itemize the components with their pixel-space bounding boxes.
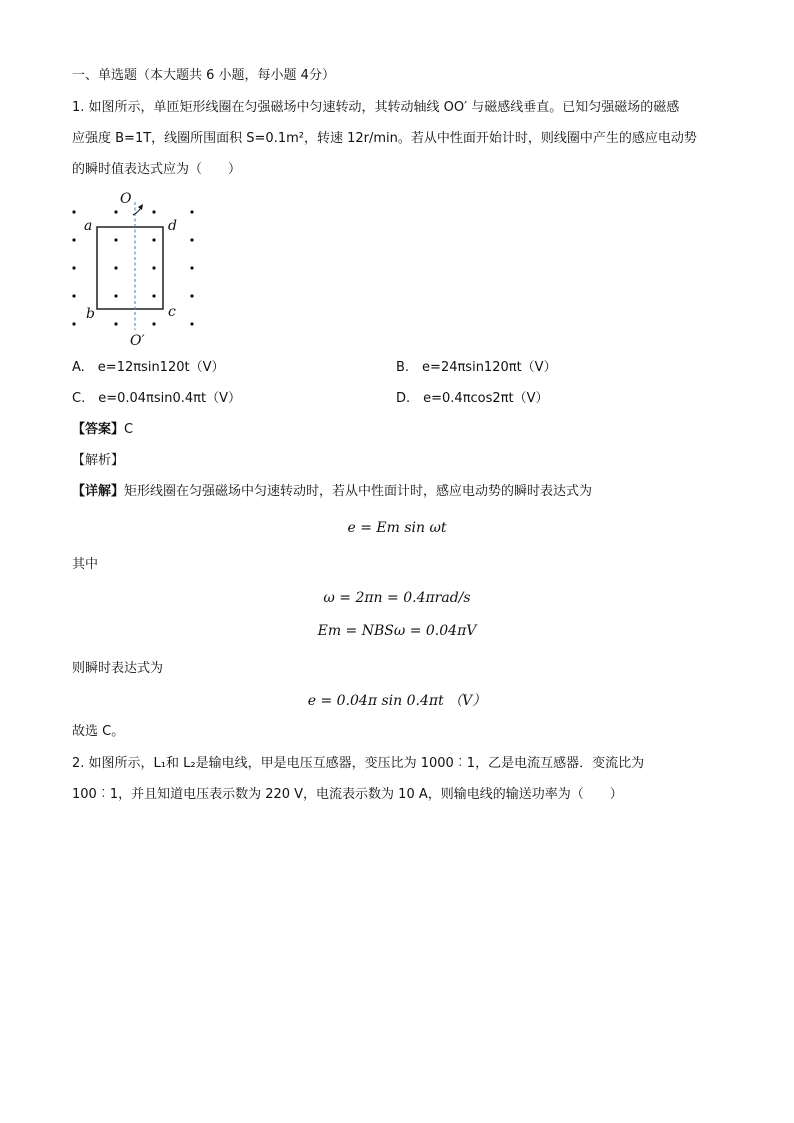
- q2-stem-line1: 2. 如图所示，L₁和 L₂是输电线，甲是电压互感器，变压比为 1000︰1，乙是电流互感器．变流比为: [72, 756, 645, 771]
- label-d: d: [168, 218, 177, 234]
- label-b: b: [86, 306, 95, 322]
- detail-text: 矩形线圈在匀强磁场中匀速转动时，若从中性面计时，感应电动势的瞬时表达式为: [124, 484, 593, 499]
- analysis-tag: 【解析】: [72, 453, 125, 468]
- answer-value: C: [124, 422, 134, 437]
- answer-row: [72, 420, 133, 440]
- formula-2: ω = 2πn = 0.4πrad/s: [323, 590, 471, 606]
- label-O-bottom: O′: [130, 333, 145, 349]
- option-d: D. e=0.4πcos2πt（V）: [396, 391, 549, 406]
- answer-tag: 【答案】: [72, 422, 125, 437]
- formula-1: e = Em sin ωt: [347, 520, 447, 536]
- option-c: C. e=0.04πsin0.4πt（V）: [72, 391, 241, 406]
- label-O-top: O: [120, 191, 132, 207]
- formula-4: e = 0.04π sin 0.4πt （V）: [307, 693, 487, 709]
- formula-3: Em = NBSω = 0.04πV: [317, 623, 477, 639]
- section-title: 一、单选题（本大题共 6 小题，每小题 4分）: [72, 68, 335, 83]
- then-text: 则瞬时表达式为: [72, 661, 164, 676]
- among-text: 其中: [72, 557, 99, 572]
- coil-figure: [64, 190, 214, 350]
- option-a: A. e=12πsin120t（V）: [72, 360, 225, 375]
- conclusion: 故选 C。: [72, 724, 125, 739]
- label-a: a: [84, 218, 93, 234]
- q1-stem-line3: 的瞬时值表达式应为（ ）: [72, 162, 242, 177]
- detail-tag: 【详解】: [72, 484, 125, 499]
- q1-stem-line1: 1. 如图所示，单匝矩形线圈在匀强磁场中匀速转动，其转动轴线 OO′ 与磁感线垂直。已知匀强磁场的磁感: [72, 100, 680, 115]
- label-c: c: [168, 304, 176, 320]
- q1-stem-line2: 应强度 B=1T，线圈所围面积 S=0.1m²，转速 12r/min。若从中性面开始计时，则线圈中产生的感应电动势: [72, 131, 697, 146]
- option-b: B. e=24πsin120πt（V）: [396, 360, 557, 375]
- q2-stem-line2: 100︰1，并且知道电压表示数为 220 V，电流表示数为 10 A，则输电线的输送功率为（ ）: [72, 787, 623, 802]
- detail-row: [72, 482, 592, 502]
